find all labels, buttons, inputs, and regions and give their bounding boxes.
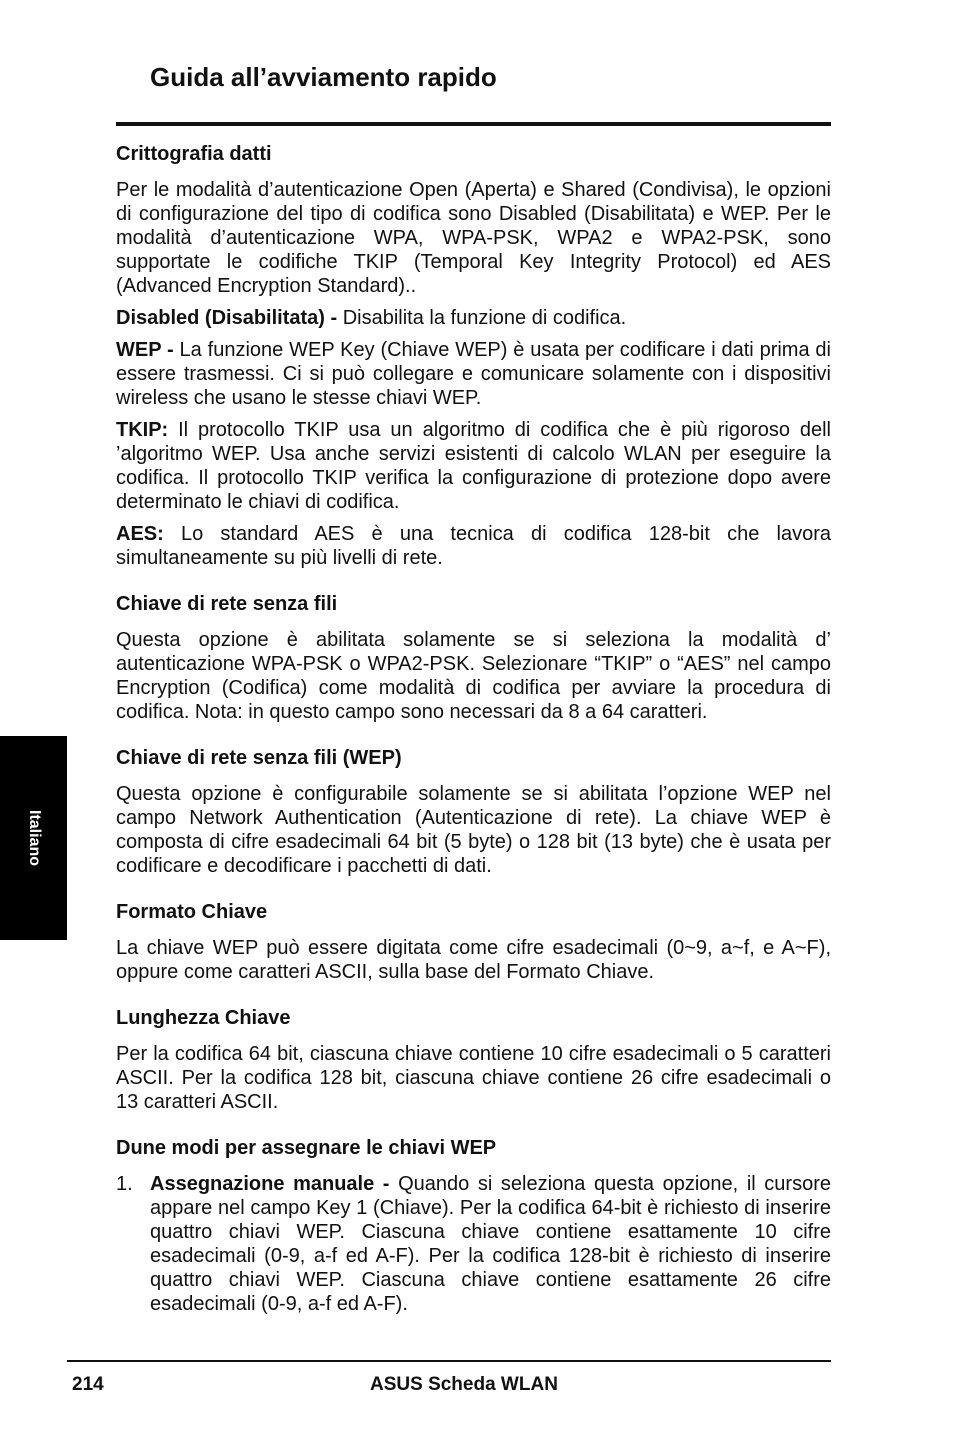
chiave-rete-wep-text: Questa opzione è configurabile solamente se si abilitata l’opzione WEP nel campo Network Authentication (Autenticazione di rete). La chiave WEP è composta di cifre esadecimali 64 bit (5 byte) o 128 bit (13 byte) che è usata per codificare e decodificare i pacchetti di dati. <box>116 783 831 877</box>
section-heading-formato: Formato Chiave <box>116 901 268 923</box>
section-heading-chiave-rete-wep: Chiave di rete senza fili (WEP) <box>116 747 402 769</box>
aes-paragraph <box>116 522 831 570</box>
disabled-paragraph <box>116 306 831 330</box>
section-heading-crittografia: Crittografia datti <box>116 143 272 165</box>
header-divider <box>116 122 831 126</box>
wep-text: La funzione WEP Key (Chiave WEP) è usata per codificare i dati prima di essere trasmessi. Ci si può collegare e comunicare solamente con i dispositivi wireless che usano le stesse chiavi WEP. <box>116 339 831 409</box>
wep-label: WEP - <box>116 339 174 361</box>
list-item-label: Assegnazione manuale - <box>150 1173 390 1195</box>
language-side-tab <box>0 736 67 940</box>
section-heading-lunghezza: Lunghezza Chiave <box>116 1007 291 1029</box>
list-item-text: Quando si seleziona questa opzione, il cursore appare nel campo Key 1 (Chiave). Per la codifica 64-bit è richiesto di inserire quattro chiavi WEP. Ciascuna chiave contiene esattamente 10 cifre esadecimali (0-9, a-f ed A-F). Per la codifica 128-bit è richiesto di inserire quattro chiavi WEP. Ciascuna chiave contiene esattamente 26 cifre esadecimali (0-9, a-f ed A-F). <box>150 1173 831 1315</box>
footer-title: ASUS Scheda WLAN <box>370 1374 558 1395</box>
tkip-text: Il protocollo TKIP usa un algoritmo di codifica che è più rigoroso dell ’algoritmo WEP. Usa anche servizi esistenti di calcolo WLAN per eseguire la codifica. Il protocollo TKIP verifica la configurazione di protezione dopo avere determinato le chiavi di codifica. <box>116 419 831 513</box>
tkip-label: TKIP: <box>116 419 169 441</box>
list-item-number: 1. <box>116 1173 133 1195</box>
footer-divider <box>67 1360 831 1362</box>
wep-paragraph <box>116 338 831 410</box>
chiave-rete-text: Questa opzione è abilitata solamente se si seleziona la modalità d’ autenticazione WPA-PSK o WPA2-PSK. Selezionare “TKIP” o “AES” nel campo Encryption (Codifica) come modalità di codifica per avviare la procedura di codifica. Nota: in questo campo sono necessari da 8 a 64 caratteri. <box>116 629 831 723</box>
page-content <box>116 142 831 1316</box>
formato-text: La chiave WEP può essere digitata come cifre esadecimali (0~9, a~f, e A~F), oppure come caratteri ASCII, sulla base del Formato Chiave. <box>116 937 831 983</box>
list-item <box>116 1172 831 1316</box>
disabled-text: Disabilita la funzione di codifica. <box>337 307 627 329</box>
page-header-title: Guida all’avviamento rapido <box>150 62 497 92</box>
lunghezza-text: Per la codifica 64 bit, ciascuna chiave contiene 10 cifre esadecimali o 5 caratteri ASCII. Per la codifica 128 bit, ciascuna chiave contiene 26 cifre esadecimali o 13 caratteri ASCII. <box>116 1043 831 1113</box>
section-heading-chiave-rete: Chiave di rete senza fili <box>116 593 338 615</box>
modi-list <box>116 1172 831 1316</box>
tkip-paragraph <box>116 418 831 514</box>
page-number: 214 <box>72 1374 104 1395</box>
language-tab-label: Italiano <box>25 809 43 867</box>
crittografia-intro: Per le modalità d’autenticazione Open (Aperta) e Shared (Condivisa), le opzioni di configurazione del tipo di codifica sono Disabled (Disabilitata) e WEP. Per le modalità d’autenticazione WPA, WPA-PSK, WPA2 e WPA2-PSK, sono supportate le codifiche TKIP (Temporal Key Integrity Protocol) ed AES (Advanced Encryption Standard).. <box>116 179 831 297</box>
aes-label: AES: <box>116 523 164 545</box>
section-heading-modi: Dune modi per assegnare le chiavi WEP <box>116 1137 497 1159</box>
aes-text: Lo standard AES è una tecnica di codifica 128-bit che lavora simultaneamente su più livelli di rete. <box>116 523 831 569</box>
disabled-label: Disabled (Disabilitata) - <box>116 307 338 329</box>
